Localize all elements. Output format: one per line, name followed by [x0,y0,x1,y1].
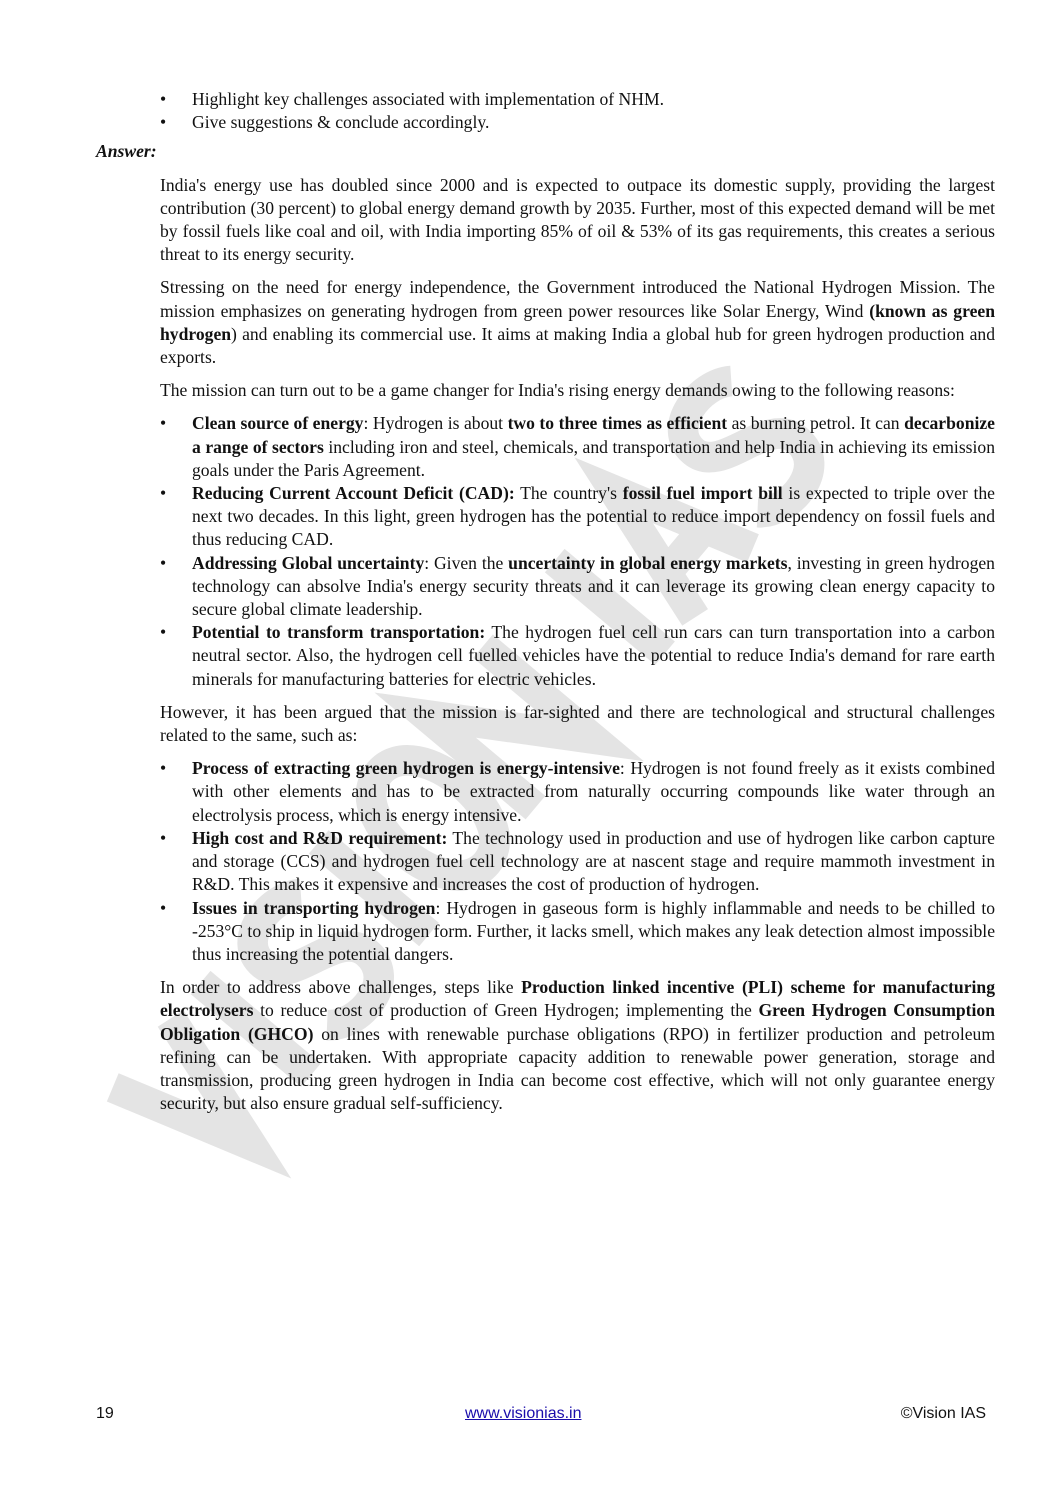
challenges-intro [160,701,995,747]
bold-text: two to three times as efficient [507,413,728,434]
conclusion [160,976,995,1115]
bold-text: Reducing Current Account Deficit (CAD): [192,483,515,504]
bullet-item [160,482,995,552]
paragraph [160,174,995,267]
copyright: ©Vision IAS [900,1405,986,1422]
intro-paragraphs [160,174,995,403]
text-run: : Given the [424,552,509,573]
answer-body [160,174,995,1116]
text-run: , investing in green hydrogen technology can absolve India's energy security threats and it can leverage its growing clean energy capacity to secure global climate leadership. [192,552,995,620]
document-body [96,88,996,1125]
text-run: The technology used in production and use of hydrogen like carbon capture and storage (CCS) and hydrogen fuel cell technology are at nascent stage and require mammoth investment in R&D. This makes it expensive and increases the cost of production of hydrogen. [192,827,995,895]
challenges-list [160,757,995,966]
bullet-item [160,412,995,482]
text-run: is expected to triple over the next two decades. In this light, green hydrogen has the potential to reduce import dependency on fossil fuels and thus reducing CAD. [192,483,995,550]
bold-text: Clean source of energy [192,413,364,434]
bold-text: decarbonize a range of sectors [192,413,995,457]
paragraph [160,701,995,747]
bold-text: Process of extracting green hydrogen is energy-intensive [192,758,620,779]
text-run: : Hydrogen in gaseous form is highly inflammable and needs to be chilled to -253°C to ship in liquid hydrogen form. Further, it lacks smell, which makes any leak detection almost impossible thus increasing the potential dangers. [192,897,995,964]
question-directives [160,88,996,134]
bold-text: Production linked incentive (PLI) scheme for manufacturing electrolysers [160,977,995,1021]
bold-text: uncertainty in global energy markets [508,552,788,573]
text-run: The mission can turn out to be a game changer for India's rising energy demands owing to the following reasons: [160,380,955,401]
bullet-item [160,897,995,967]
bold-text: Potential to transform transportation: [192,622,486,643]
directive-item: • Give suggestions & conclude accordingly. [160,111,996,134]
text-run: In order to address above challenges, steps like [160,977,522,998]
text-run: The hydrogen fuel cell run cars can turn transportation into a carbon neutral sector. Also, the hydrogen cell fuelled vehicles have the potential to reduce India's demand for rare earth minerals for manufacturing batteries for electric vehicles. [192,622,995,689]
paragraph [160,379,995,402]
bold-text: (known as green hydrogen [160,300,995,344]
bold-text: fossil fuel import bill [622,483,783,504]
text-run: as burning petrol. It can [727,413,905,434]
text-run: on lines with renewable purchase obligations (RPO) in fertilizer production and petroleum refining can be undertaken. With appropriate capacity addition to renewable power generation, storage and transmission, producing green hydrogen in India can become cost effective, which will not only guarantee energy security, but also ensure gradual self-sufficiency. [160,1023,996,1114]
bullet-item [160,552,995,622]
reasons-list [160,412,995,690]
text-run: including iron and steel, chemicals, and transportation and help India in achieving its emission goals under the Paris Agreement. [192,436,995,480]
bullet-item [160,827,995,897]
answer-label: Answer: [96,141,157,162]
text-run: ) and enabling its commercial use. It aims at making India a global hub for green hydrogen production and exports. [160,323,995,368]
directive-item: • Highlight key challenges associated with implementation of NHM. [160,88,996,111]
paragraph [160,276,995,369]
text-run: : Hydrogen is not found freely as it exists combined with other elements and has to be extracted from naturally occurring compounds like water through an electrolysis process, which is energy intensive. [192,758,995,825]
bold-text: Addressing Global uncertainty [192,552,425,573]
bold-text: High cost and R&D requirement: [192,827,448,848]
website-link[interactable]: www.visionias.in [465,1405,582,1422]
text-run: : Hydrogen is about [363,413,508,434]
paragraph [160,976,995,1115]
text-run: India's energy use has doubled since 2000 and is expected to outpace its domestic supply, providing the largest contribution (30 percent) to global energy demand growth by 2035. Further, most of this expected demand will be met by fossil fuels like coal and oil, with India importing 85% of oil & 53% of its gas requirements, this creates a serious threat to its energy security. [160,174,995,265]
page-footer [96,1405,986,1429]
text-run: Stressing on the need for energy independence, the Government introduced the National Hydrogen Mission. The mission emphasizes on generating hydrogen from green power resources like Solar Energy, Wind [160,277,995,321]
bullet-item [160,621,995,691]
text-run: The country's [514,483,623,504]
bold-text: Green Hydrogen Consumption Obligation (GHCO) [160,1000,995,1044]
text-run: to reduce cost of production of Green Hydrogen; implementing the [253,1000,759,1021]
bullet-item [160,757,995,827]
bold-text: Issues in transporting hydrogen [192,897,436,918]
page-number: 19 [96,1405,114,1422]
text-run: However, it has been argued that the mission is far-sighted and there are technological and structural challenges related to the same, such as: [160,701,995,746]
